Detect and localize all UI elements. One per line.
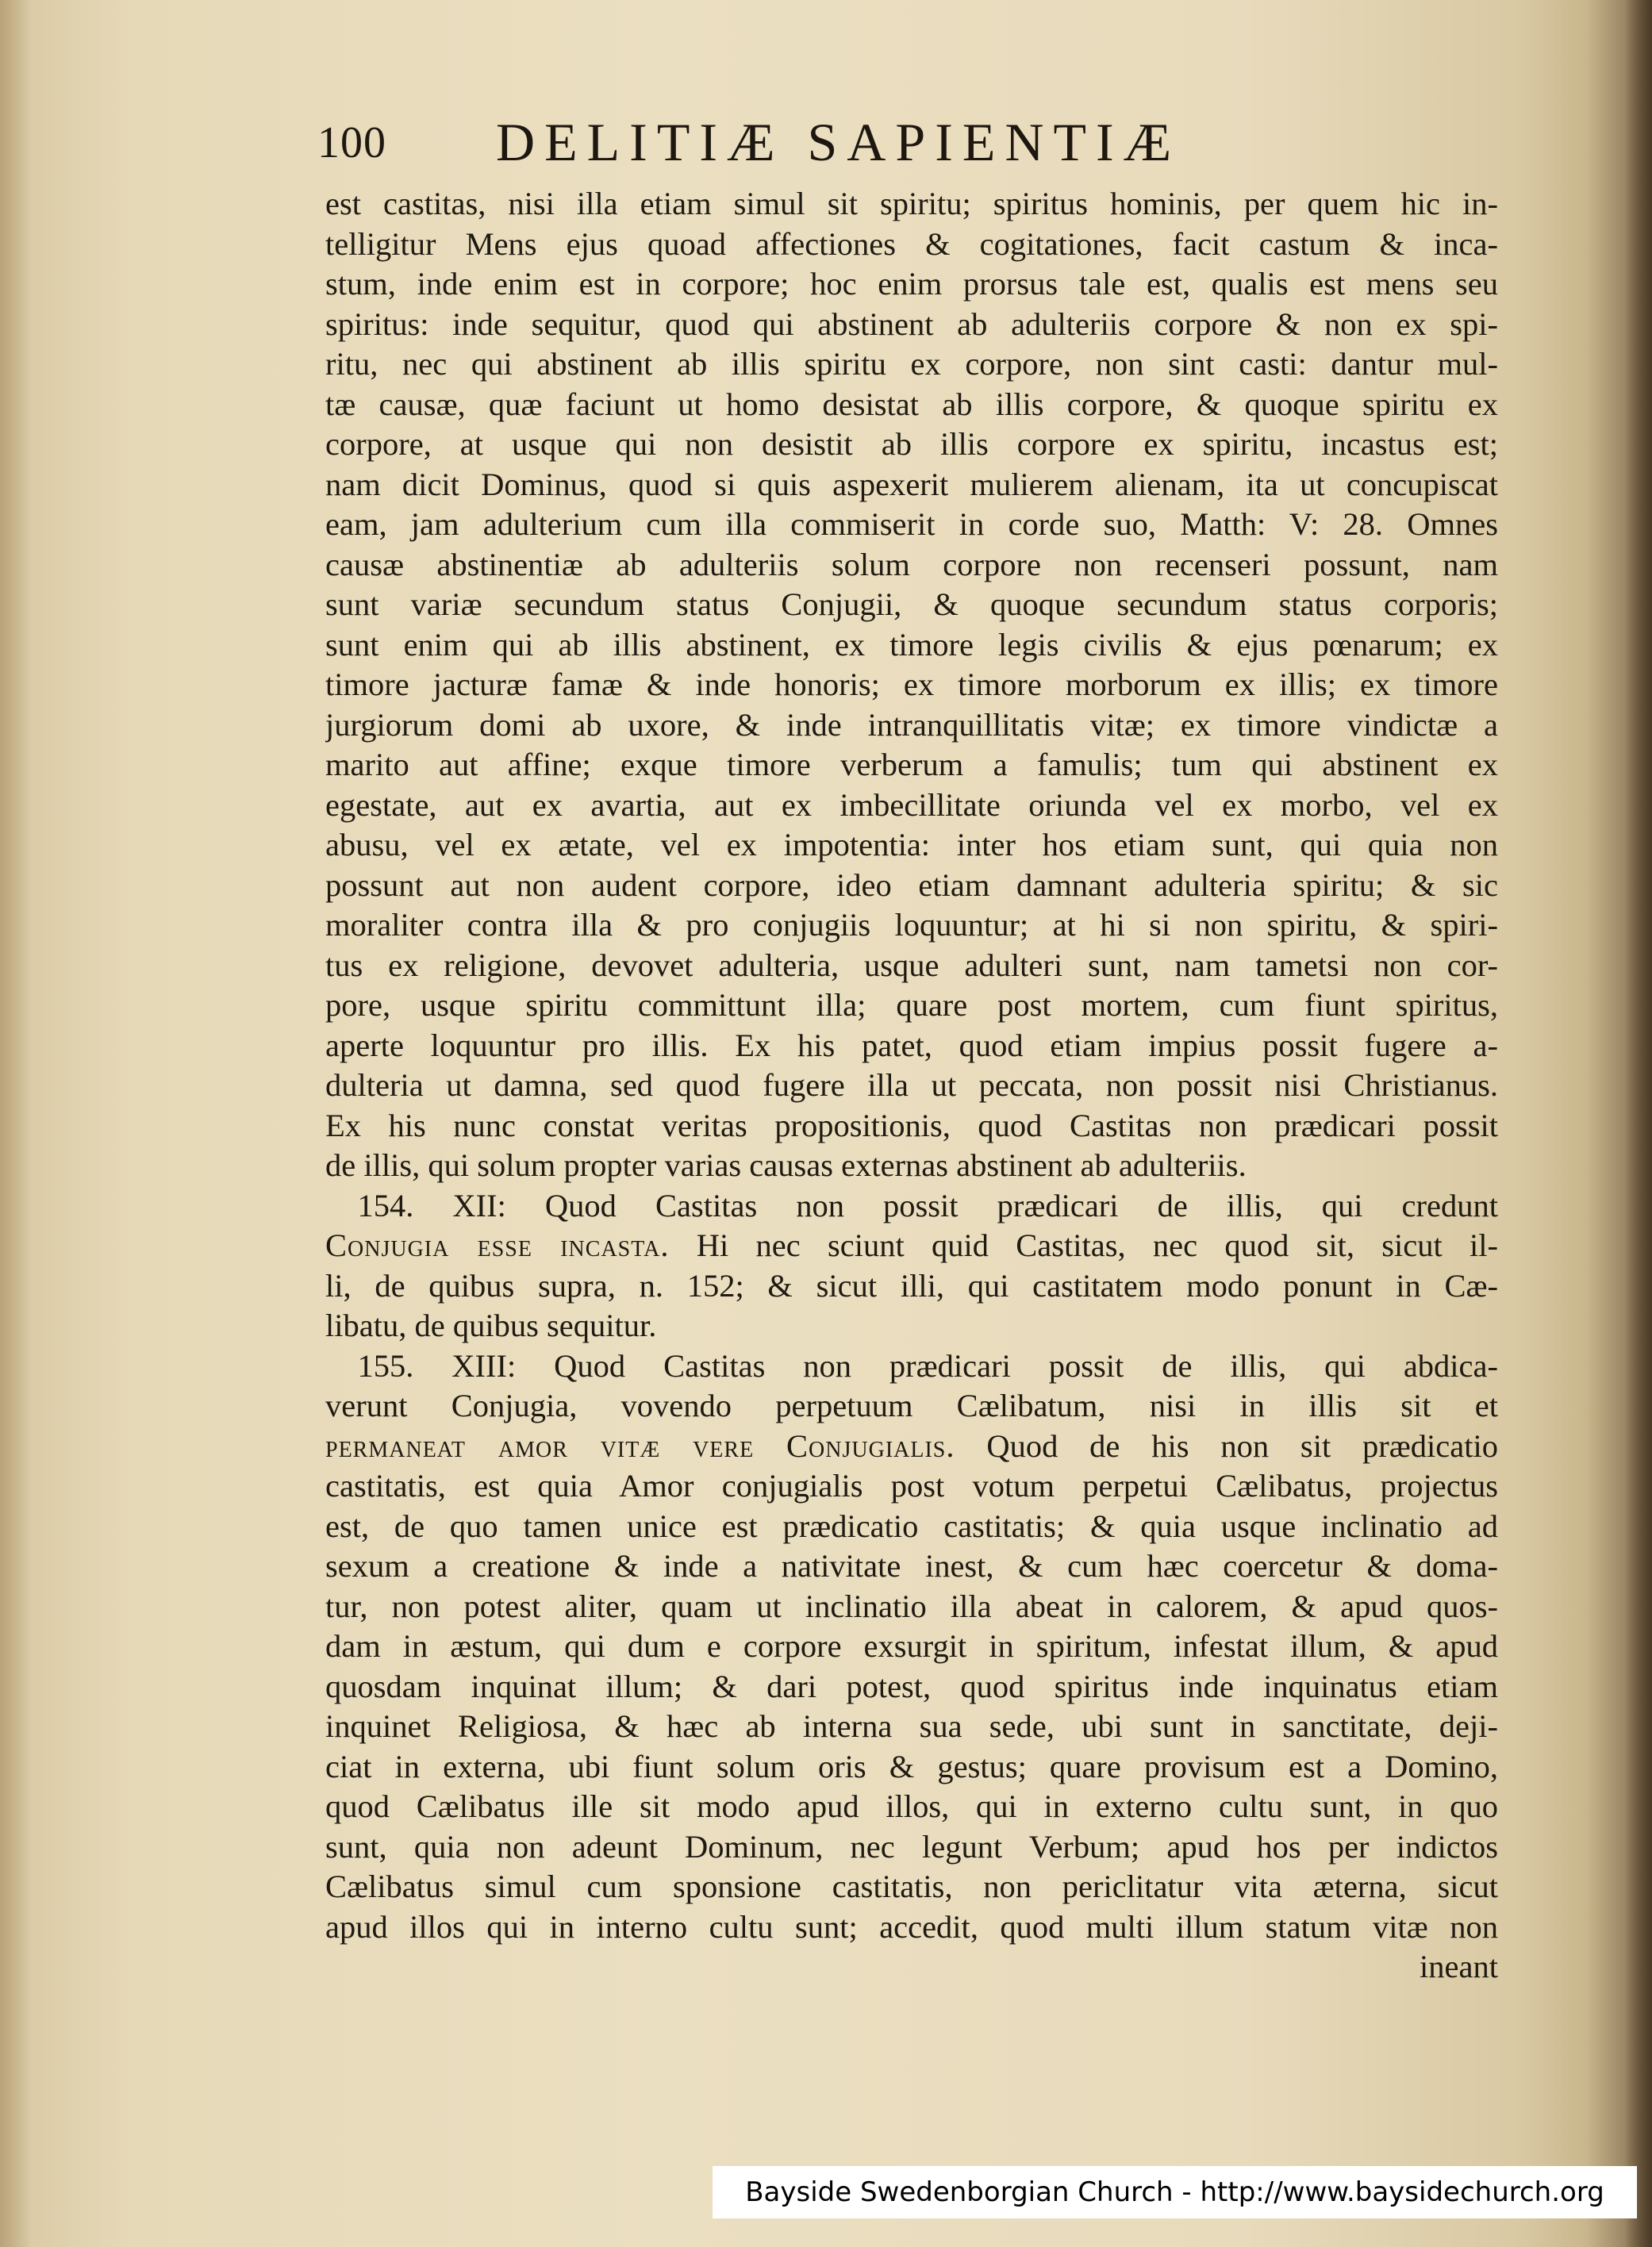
text-line: abusu, vel ex ætate, vel ex impotentia: inter hos etiam sunt, qui quia non <box>325 827 1498 862</box>
text-line: sexum a creatione & inde a nativitate inest, & cum hæc coercetur & doma- <box>325 1548 1498 1584</box>
section-155-heading-caps: permaneat amor vitæ vere Conjugialis. <box>325 1427 955 1464</box>
text-line: dam in æstum, qui dum e corpore exsurgit in spiritum, infestat illum, & apud <box>325 1628 1498 1664</box>
watermark-caption: Bayside Swedenborgian Church - http://www.baysidechurch.org <box>713 2166 1637 2218</box>
text-line: castitatis, est quia Amor conjugialis post votum perpetui Cælibatus, projectus <box>325 1468 1498 1504</box>
text-line: spiritus: inde sequitur, quod qui abstinent ab adulteriis corpore & non ex spi- <box>325 305 1498 342</box>
text-line: sunt variæ secundum status Conjugii, & quoque secundum status corporis; <box>325 586 1498 622</box>
section-155-text: Quod de his non sit prædicatio <box>986 1427 1498 1464</box>
page-number: 100 <box>317 118 386 167</box>
text-line: Ex his nunc constat veritas propositionis, quod Castitas non prædicari possit <box>325 1107 1498 1143</box>
paragraph-continued <box>325 184 1498 1186</box>
section-155-line <box>325 1427 1498 1467</box>
text-line: telligitur Mens ejus quoad affectiones & cogitationes, facit castum & inca- <box>325 225 1498 262</box>
text-line: causæ abstinentiæ ab adulteriis solum corpore non recenseri possunt, nam <box>325 546 1498 582</box>
section-154-line <box>325 1226 1498 1266</box>
catchword: ineant <box>1420 1949 1498 1984</box>
section-154-line <box>325 1186 1498 1227</box>
text-line: corpore, at usque qui non desistit ab illis corpore ex spiritu, incastus est; <box>325 426 1498 462</box>
section-155-body <box>325 1466 1498 1947</box>
section-155-line <box>325 1346 1498 1387</box>
text-line: sunt, quia non adeunt Dominum, nec legunt Verbum; apud hos per indictos <box>325 1828 1498 1865</box>
text-line: aperte loquuntur pro illis. Ex his patet, quod etiam impius possit fugere a- <box>325 1027 1498 1063</box>
text-line: marito aut affine; exque timore verberum a famulis; tum qui abstinent ex <box>325 747 1498 782</box>
text-line: tæ causæ, quæ faciunt ut homo desistat ab illis corpore, & quoque spiritu ex <box>325 386 1498 422</box>
page-edge-shadow <box>1625 0 1652 2247</box>
text-line: nam dicit Dominus, quod si quis aspexerit mulierem alienam, ita ut concupiscat <box>325 466 1498 502</box>
gutter-shadow <box>0 0 32 2247</box>
text-line: apud illos qui in interno cultu sunt; accedit, quod multi illum statum vitæ non <box>325 1908 1498 1945</box>
text-line: quosdam inquinat illum; & dari potest, quod spiritus inde inquinatus etiam <box>325 1668 1498 1704</box>
text-line: quod Cælibatus ille sit modo apud illos, qui in externo cultu sunt, in quo <box>325 1788 1498 1824</box>
text-line: timore jacturæ famæ & inde honoris; ex timore morborum ex illis; ex timore <box>325 666 1498 702</box>
text-line: sunt enim qui ab illis abstinent, ex timore legis civilis & ejus pœnarum; ex <box>325 626 1498 663</box>
text-line: est, de quo tamen unice est prædicatio castitatis; & quia usque inclinatio ad <box>325 1508 1498 1544</box>
section-154-line: libatu, de quibus sequitur. <box>325 1308 657 1343</box>
text-line: pore, usque spiritu committunt illa; quare post mortem, cum fiunt spiritus, <box>325 987 1498 1023</box>
text-line: eam, jam adulterium cum illa commiserit in corde suo, Matth: V: 28. Omnes <box>325 506 1498 542</box>
running-title: DELITIÆ SAPIENTIÆ <box>496 112 1181 172</box>
text-line: stum, inde enim est in corpore; hoc enim prorsus tale est, qualis est mens seu <box>325 266 1498 302</box>
text-line: moraliter contra illa & pro conjugiis loquuntur; at hi si non spiritu, & spiri- <box>325 907 1498 943</box>
section-154-heading: 154. XII: Quod Castitas non possit prædicari de illis, qui credunt <box>357 1187 1498 1223</box>
section-155-line: verunt Conjugia, vovendo perpetuum Cælibatum, nisi in illis sit et <box>325 1388 1498 1423</box>
text-line: tus ex religione, devovet adulteria, usque adulteri sunt, nam tametsi non cor- <box>325 947 1498 983</box>
section-154-heading-caps: Conjugia esse incasta. <box>325 1227 670 1263</box>
section-154-text: Hi nec sciunt quid Castitas, nec quod sit, sicut il- <box>696 1227 1498 1263</box>
text-line: ciat in externa, ubi fiunt solum oris & gestus; quare provisum est a Domino, <box>325 1748 1498 1784</box>
text-line: jurgiorum domi ab uxore, & inde intranquillitatis vitæ; ex timore vindictæ a <box>325 706 1498 743</box>
text-line: inquinet Religiosa, & hæc ab interna sua sede, ubi sunt in sanctitate, deji- <box>325 1708 1498 1744</box>
text-line: tur, non potest aliter, quam ut inclinatio illa abeat in calorem, & apud quos- <box>325 1588 1498 1624</box>
text-line: dulteria ut damna, sed quod fugere illa ut peccata, non possit nisi Christianus. <box>325 1067 1498 1103</box>
section-155-heading: 155. XIII: Quod Castitas non prædicari possit de illis, qui abdica- <box>357 1347 1498 1384</box>
text-line: de illis, qui solum propter varias causas externas abstinent ab adulteriis. <box>325 1147 1247 1183</box>
text-line: Cælibatus simul cum sponsione castitatis, non periclitatur vita æterna, sicut <box>325 1869 1498 1904</box>
text-line: possunt aut non audent corpore, ideo etiam damnant adulteria spiritu; & sic <box>325 866 1498 903</box>
text-line: egestate, aut ex avartia, aut ex imbecillitate oriunda vel ex morbo, vel ex <box>325 786 1498 823</box>
section-154-line: li, de quibus supra, n. 152; & sicut illi, qui castitatem modo ponunt in Cæ- <box>325 1267 1498 1304</box>
text-line: ritu, nec qui abstinent ab illis spiritu ex corpore, non sint casti: dantur mul- <box>325 346 1498 382</box>
page-header <box>317 111 1587 182</box>
body-text <box>325 184 1498 1988</box>
text-line: est castitas, nisi illa etiam simul sit spiritu; spiritus hominis, per quem hic in- <box>325 186 1498 221</box>
